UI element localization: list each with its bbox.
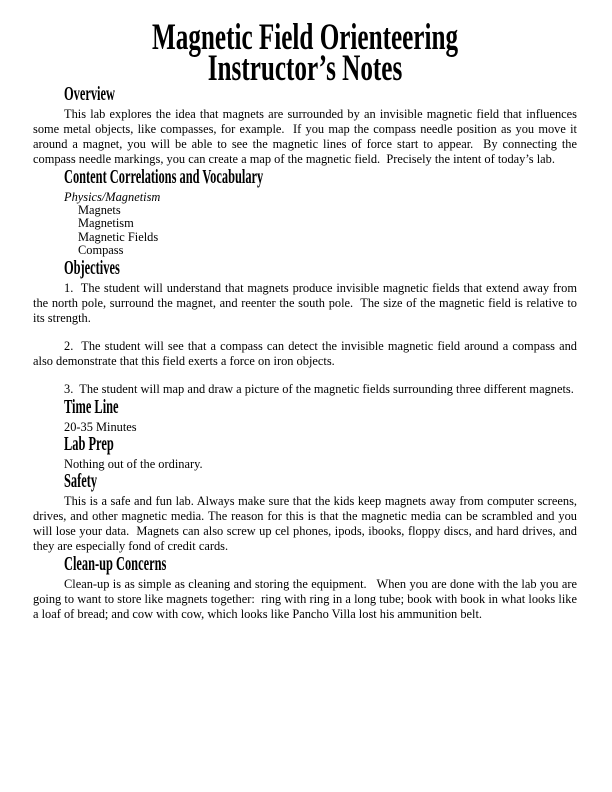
overview-paragraph: This lab explores the idea that magnets are surrounded by an invisible magnetic field that influences some metal objects, like compasses, for example. If you map the compass needle position as you move it around a magnet, you will be able to see the magnetic lines of force start to appear. By connecting the compass needle markings, you can create a map of the magnetic field. Precisely the intent of today’s lab.	[33, 107, 581, 166]
heading-text: Lab Prep	[64, 432, 114, 455]
vocabulary-list	[78, 204, 577, 258]
heading-text: Content Correlations and Vocabulary	[64, 166, 264, 188]
objective-3: 3. The student will map and draw a picture of the magnetic fields surrounding three different magnets.	[64, 381, 574, 396]
heading-text: Objectives	[64, 256, 120, 279]
vocabulary-item: Magnets	[78, 203, 121, 217]
section-heading-clean-up	[64, 554, 577, 575]
heading-text: Safety	[64, 469, 98, 492]
heading-text: Clean-up Concerns	[64, 552, 167, 575]
section-heading-safety	[64, 471, 577, 492]
section-objectives	[33, 256, 581, 397]
section-content-correlations	[33, 167, 577, 258]
section-heading-objectives	[64, 258, 577, 279]
vocabulary-item: Compass	[78, 243, 124, 258]
lab-prep-value: Nothing out of the ordinary.	[64, 456, 203, 471]
title-line-2: Instructor’s Notes	[207, 48, 403, 89]
vocabulary-item: Magnetic Fields	[78, 229, 159, 244]
safety-paragraph: This is a safe and fun lab. Always make sure that the kids keep magnets away from computer screens, drives, and other magnetic media. The reason for this is that the magnetic media can be scrambled and you will lose your data. Magnets can also screw up cel phones, ipods, ibooks, floppy discs, and hard drives, and they are especially fond of credit cards.	[33, 493, 581, 553]
section-heading-lab-prep	[64, 434, 577, 455]
time-line-value: 20-35 Minutes	[64, 419, 137, 434]
objective-2: 2. The student will see that a compass can detect the invisible magnetic field around a compass and also demonstrate that this field exerts a force on iron objects.	[33, 338, 581, 368]
section-clean-up	[33, 552, 581, 622]
document-title	[33, 17, 577, 89]
heading-text: Overview	[64, 83, 115, 105]
section-overview	[33, 83, 581, 167]
clean-up-paragraph: Clean-up is as simple as cleaning and storing the equipment. When you are done with the lab you are going to want to store like magnets together: ring with ring in a long tube; book with book in what looks like a loaf of bread; and cow with cow, which looks like Pancho Villa lost his ammunition belt.	[33, 576, 581, 621]
objective-1: 1. The student will understand that magnets produce invisible magnetic fields that extend away from the north pole, surround the magnet, and reenter the south pole. The size of the magnetic field is relative to its strength.	[33, 280, 581, 325]
section-time-line	[33, 397, 577, 434]
title-line-1: Magnetic Field Orienteering	[151, 17, 459, 58]
heading-text: Time Line	[64, 395, 119, 418]
section-heading-time-line	[64, 397, 577, 418]
section-safety	[33, 469, 581, 554]
vocabulary-category: Physics/Magnetism	[64, 190, 161, 204]
vocabulary-item: Magnetism	[78, 216, 134, 231]
section-heading-content-correlations	[64, 167, 577, 188]
section-lab-prep	[33, 434, 577, 471]
